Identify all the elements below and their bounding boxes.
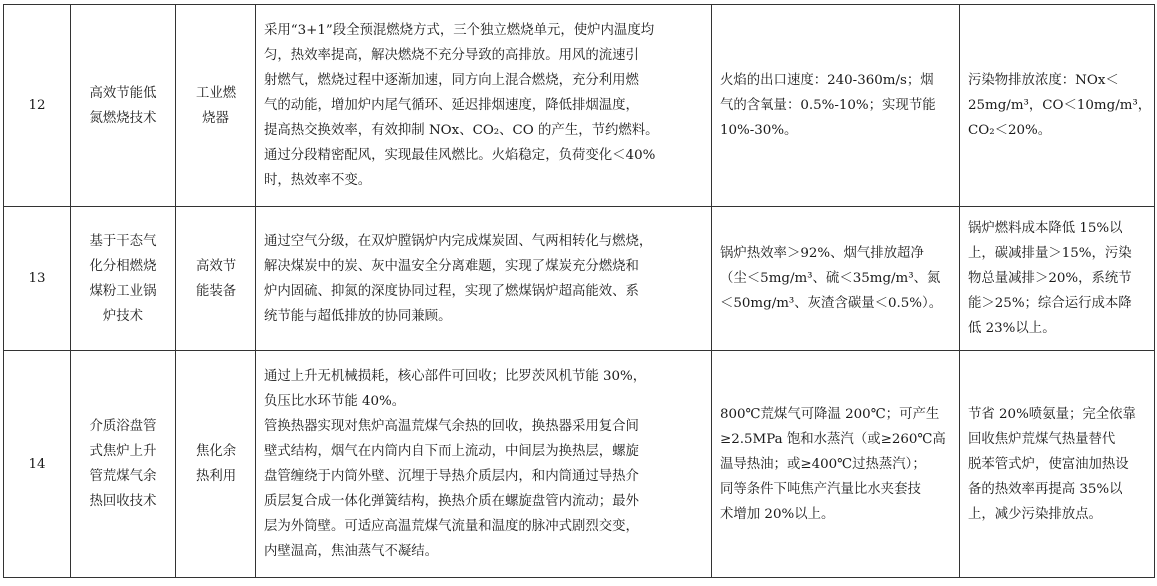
cell-line: 低 23%以上。 [968,321,1056,336]
technology-category [176,5,256,207]
cell-line: 高效节 [196,258,237,274]
cell-line: 焦化余 [196,444,237,459]
cell-line: 回收焦炉荒煤气热量替代 [968,431,1116,447]
technology-category [176,351,256,578]
cell-line: 锅炉热效率＞92%、烟气排放超净 [720,246,924,261]
cell-line: 10%-30%。 [720,123,798,138]
cell-line: 术增加 20%以上。 [720,506,835,522]
cell-line: 上，减少污染排放点。 [968,506,1102,522]
cell-line: 时，热效率不变。 [264,173,372,188]
technology-description [256,207,712,351]
cell-line: 管荒煤气余 [89,469,157,484]
cell-line: 炉技术 [102,308,144,324]
cell-line: 脱苯管式炉，使富油加热设 [968,456,1129,472]
application-effects [960,351,1155,578]
row-number: 14 [4,351,71,578]
cell-line: 式焦炉上升 [89,444,157,459]
table-row [4,351,1155,578]
table-row [4,207,1155,351]
cell-line: 上，碳减排量＞15%，污染 [968,246,1132,261]
cell-line: 火焰的出口速度：240-360m/s；烟 [720,73,934,88]
cell-line: 通过空气分级，在双炉膛锅炉内完成煤炭固、气两相转化与燃烧， [264,233,653,249]
cell-line: 烧器 [202,110,229,126]
cell-line: CO₂＜20%。 [968,123,1052,138]
technical-indicators [712,351,960,578]
technical-indicators [712,207,960,351]
technology-name [71,207,176,351]
cell-line: 800℃荒煤气可降温 200℃；可产生 [720,406,940,422]
cell-line: 介质浴盘管 [89,419,157,434]
cell-line: 射燃气，燃烧过程中逐渐加速，同方向上混合燃烧，充分利用燃 [264,73,639,88]
technical-indicators [712,5,960,207]
cell-line: 基于干态气 [89,233,157,249]
cell-line: 负压比水环节能 40%。 [264,394,406,409]
technology-name [71,351,176,578]
cell-line: 热回收技术 [89,494,157,509]
cell-line: 温导热油；或≥400℃过热蒸汽）； [720,456,926,472]
cell-line: 气的动能，增加炉内尾气循环、延迟排烟速度，降低排烟温度， [264,98,639,113]
cell-line: 氮燃烧技术 [89,110,157,126]
technology-description [256,5,712,207]
cell-line: 污染物排放浓度：NOx＜ [968,73,1119,88]
cell-line: 高效节能低 [89,85,157,101]
cell-line: 解决煤炭中的炭、灰中温安全分离难题，实现了煤炭充分燃烧和 [264,258,639,274]
cell-line: 化分相燃烧 [89,258,157,274]
technology-name [71,5,176,207]
cell-line: ＜50mg/m³、灰渣含碳量＜0.5%）。 [720,296,943,311]
cell-line: 备的热效率再提高 35%以 [968,481,1123,497]
cell-line: 内壁温高，焦油蒸气不凝结。 [264,544,439,559]
table-body [4,5,1155,578]
cell-line: 工业燃 [196,85,237,101]
cell-line: 盘管缠绕于内筒外壁、沉埋于导热介质层内，和内筒通过导热介 [264,469,639,484]
cell-line: 煤粉工业锅 [89,283,157,299]
cell-line: 层为外筒壁。可适应高温荒煤气流量和温度的脉冲式剧烈交变， [264,519,639,534]
cell-line: 质层复合成一体化弹簧结构，换热介质在螺旋盘管内流动；最外 [264,494,639,509]
cell-line: 匀，热效率提高，解决燃烧不充分导致的高排放。用风的流速引 [264,48,639,63]
cell-line: 能＞25%；综合运行成本降 [968,296,1132,311]
cell-line: 管换热器实现对焦炉高温荒煤气余热的回收，换热器采用复合间 [264,419,639,434]
cell-line: 锅炉燃料成本降低 15%以 [968,221,1123,236]
technology-table [3,4,1155,578]
row-number: 12 [4,5,71,207]
cell-line: （尘＜5mg/m³、硫＜35mg/m³、氮 [720,271,941,286]
cell-line: 物总量减排＞20%，系统节 [968,271,1132,286]
cell-line: ≥2.5MPa 饱和水蒸汽（或≥260℃高 [720,431,946,447]
cell-line: 炉内固硫、抑氮的深度协同过程，实现了燃煤锅炉超高能效、系 [264,283,639,299]
cell-line: 同等条件下吨焦产汽量比水夹套技 [720,481,921,497]
cell-line: 气的含氧量：0.5%-10%；实现节能 [720,98,936,113]
cell-line: 25mg/m³，CO＜10mg/m³， [968,98,1152,113]
application-effects [960,5,1155,207]
cell-line: 壁式结构，烟气在内筒内自下而上流动，中间层为换热层，螺旋 [264,444,639,459]
table-row [4,5,1155,207]
cell-line: 采用“3+1”段全预混燃烧方式，三个独立燃烧单元，使炉内温度均 [264,23,655,38]
technology-description [256,351,712,578]
cell-line: 通过分段精密配风，实现最佳风燃比。火焰稳定，负荷变化＜40% [264,148,656,163]
cell-line: 提高热交换效率，有效抑制 NOx、CO₂、CO 的产生，节约燃料。 [264,123,659,138]
cell-line: 统节能与超低排放的协同兼顾。 [264,308,452,324]
cell-line: 节省 20%喷氨量；完全依靠 [968,406,1136,422]
cell-line: 热利用 [196,469,237,484]
row-number: 13 [4,207,71,351]
cell-line: 通过上升无机械损耗，核心部件可回收；比罗茨风机节能 30%， [264,369,647,384]
application-effects [960,207,1155,351]
technology-category [176,207,256,351]
cell-line: 能装备 [196,283,237,299]
